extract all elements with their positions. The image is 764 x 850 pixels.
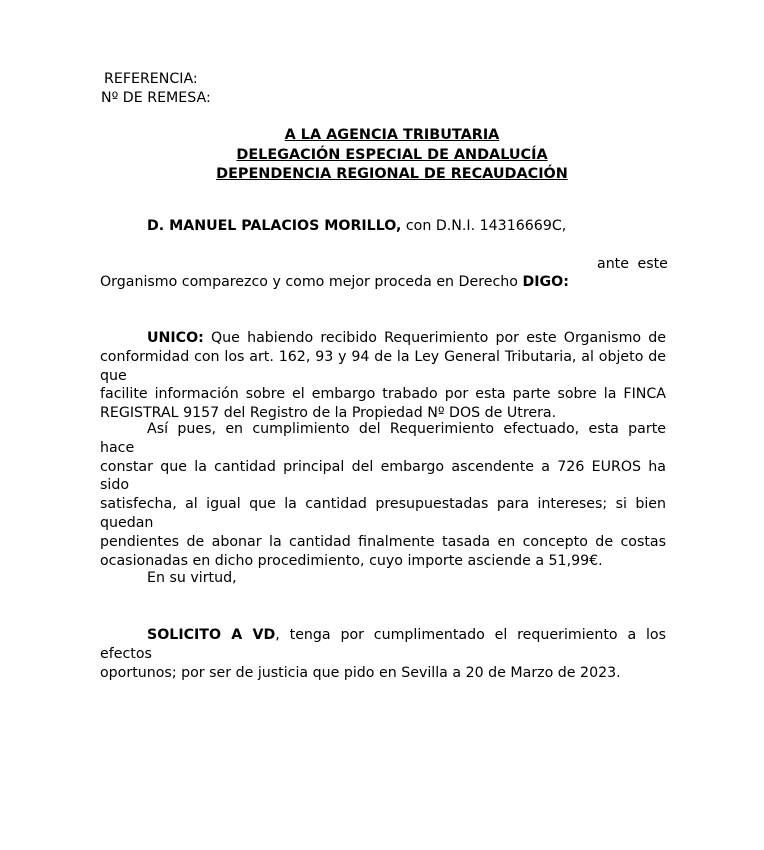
document-heading xyxy=(0,126,764,185)
asi-pues-line-1: Así pues, en cumplimiento del Requerimiento efectuado, esta parte hace xyxy=(100,421,666,456)
solicito-line-2: oportunos; por ser de justicia que pido en Sevilla a 20 de Marzo de 2023. xyxy=(100,664,621,681)
solicito-paragraph xyxy=(100,626,666,682)
organismo-line xyxy=(100,274,569,290)
unico-line-1: Que habiendo recibido Requerimiento por este Organismo de xyxy=(203,330,666,346)
heading-line-1: A LA AGENCIA TRIBUTARIA xyxy=(284,127,500,143)
ante-este-text: ante este xyxy=(597,256,668,272)
unico-line-4: REGISTRAL 9157 del Registro de la Propiedad Nº DOS de Utrera. xyxy=(100,405,557,422)
solicito-label: SOLICITO A VD xyxy=(147,627,276,643)
digo-label: DIGO: xyxy=(522,274,569,290)
unico-label: UNICO: xyxy=(147,330,204,346)
remesa-label: Nº DE REMESA: xyxy=(101,90,211,106)
asi-pues-line-3: satisfecha, al igual que la cantidad presupuestadas para intereses; si bien quedan xyxy=(100,496,666,531)
referencia-label: REFERENCIA: xyxy=(104,71,198,87)
applicant-dni: con D.N.I. 14316669C, xyxy=(401,218,567,234)
en-su-virtud-text: En su virtud, xyxy=(147,570,237,586)
heading-line-2: DELEGACIÓN ESPECIAL DE ANDALUCÍA xyxy=(236,146,548,163)
solicito-line-1: , tenga por cumplimentado el requerimiento a los efectos xyxy=(100,627,666,662)
reference-block xyxy=(101,70,211,108)
organismo-text: Organismo comparezco y como mejor proceda en Derecho xyxy=(100,274,523,290)
applicant-name: D. MANUEL PALACIOS MORILLO, xyxy=(147,218,402,234)
asi-pues-line-4: pendientes de abonar la cantidad finalmente tasada en concepto de costas xyxy=(100,533,666,550)
asi-pues-line-5: ocasionadas en dicho procedimiento, cuyo importe asciende a 51,99€. xyxy=(100,552,603,569)
unico-line-3: facilite información sobre el embargo trabado por esta parte sobre la FINCA xyxy=(100,386,666,403)
asi-pues-line-2: constar que la cantidad principal del embargo ascendente a 726 EUROS ha sido xyxy=(100,458,666,494)
heading-line-3: DEPENDENCIA REGIONAL DE RECAUDACIÓN xyxy=(216,166,568,182)
unico-paragraph xyxy=(100,329,666,423)
unico-line-2: conformidad con los art. 162, 93 y 94 de la Ley General Tributaria, al objeto de que xyxy=(100,348,666,384)
applicant-line xyxy=(147,218,566,234)
asi-pues-paragraph xyxy=(100,420,666,570)
